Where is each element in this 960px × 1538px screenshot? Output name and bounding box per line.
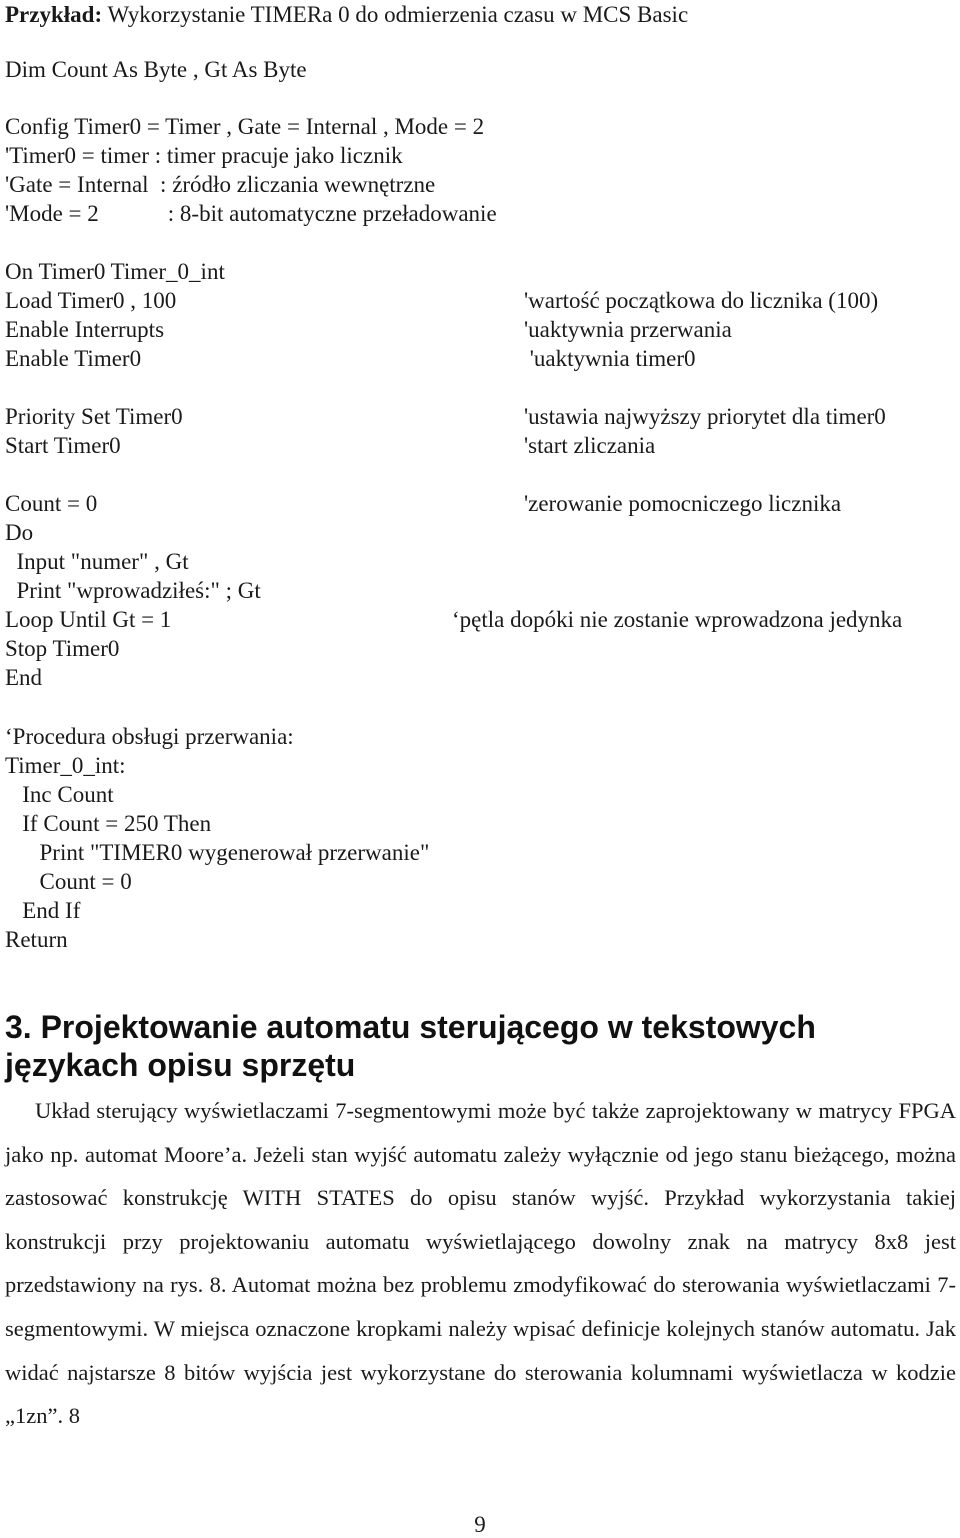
code-line: If Count = 250 Then [5,811,212,836]
code-line: 'Gate = Internal : źródło zliczania wewnętrzne [5,172,436,197]
code-line: Count = 0 [5,491,98,516]
code-line: Load Timer0 , 100 [5,288,177,313]
body-paragraph: Układ sterujący wyświetlaczami 7-segmentowymi może być także zaprojektowany w matrycy FPGA jako np. automat Moore’a. Jeżeli stan wyjść automatu zależy wyłącznie od jego stanu bieżącego, można zastosować konstrukcję WITH STATES do opisu stanów wyjść. Przykład wykorzystania takiej konstrukcji przy projektowaniu automatu wyświetlającego dowolny znak na matrycy 8x8 jest przedstawiony na rys. 8. Automat można bez problemu zmodyfikować do sterowania wyświetlaczami 7-segmentowymi. W miejsca oznaczone kropkami należy wpisać definicje kolejnych stanów automatu. Jak widać najstarsze 8 bitów wyjścia jest wykorzystane do sterowania kolumnami wyświetlacza w kodzie „1zn”. 8 [5,1098,956,1429]
code-line: 'Timer0 = timer : timer pracuje jako licznik [5,143,403,168]
code-line: Inc Count [5,782,114,807]
example-title-text: Wykorzystanie TIMERa 0 do odmierzenia czasu w MCS Basic [102,2,689,27]
code-line: Stop Timer0 [5,636,120,661]
code-comment: 'ustawia najwyższy priorytet dla timer0 [524,404,886,429]
code-comment: 'uaktywnia przerwania [524,317,732,342]
code-comment: 'uaktywnia timer0 [524,346,696,371]
code-line: On Timer0 Timer_0_int [5,259,225,284]
code-line: Priority Set Timer0 [5,404,183,429]
section-heading-line2: językach opisu sprzętu [5,1047,356,1083]
code-line: Print "wprowadziłeś:" ; Gt [5,578,261,603]
code-line: Timer_0_int: [5,753,126,778]
code-line: Enable Timer0 [5,346,142,371]
code-comment: ‘pętla dopóki nie zostanie wprowadzona jedynka [452,607,903,632]
code-line: End If [5,898,81,923]
page-number: 9 [474,1512,486,1537]
code-line: Input "numer" , Gt [5,549,189,574]
code-line: Start Timer0 [5,433,121,458]
code-comment: 'wartość początkowa do licznika (100) [524,288,879,313]
code-line: Enable Interrupts [5,317,165,342]
example-label: Przykład: [5,2,103,27]
code-line: Return [5,927,68,952]
code-line: Count = 0 [5,869,132,894]
code-line: 'Mode = 2 : 8-bit automatyczne przeładowanie [5,201,497,226]
section-heading-line1: 3. Projektowanie automatu sterującego w tekstowych [5,1009,816,1045]
example-title [5,0,688,29]
code-line: Loop Until Gt = 1 [5,607,172,632]
code-line: Config Timer0 = Timer , Gate = Internal , Mode = 2 [5,114,485,139]
code-line: Print "TIMER0 wygenerował przerwanie" [5,840,430,865]
code-line: Do [5,520,34,545]
code-line: ‘Procedura obsługi przerwania: [5,724,294,749]
code-line: Dim Count As Byte , Gt As Byte [5,57,307,82]
code-line: End [5,665,43,690]
code-comment: 'zerowanie pomocniczego licznika [524,491,842,516]
code-comment: 'start zliczania [524,433,656,458]
